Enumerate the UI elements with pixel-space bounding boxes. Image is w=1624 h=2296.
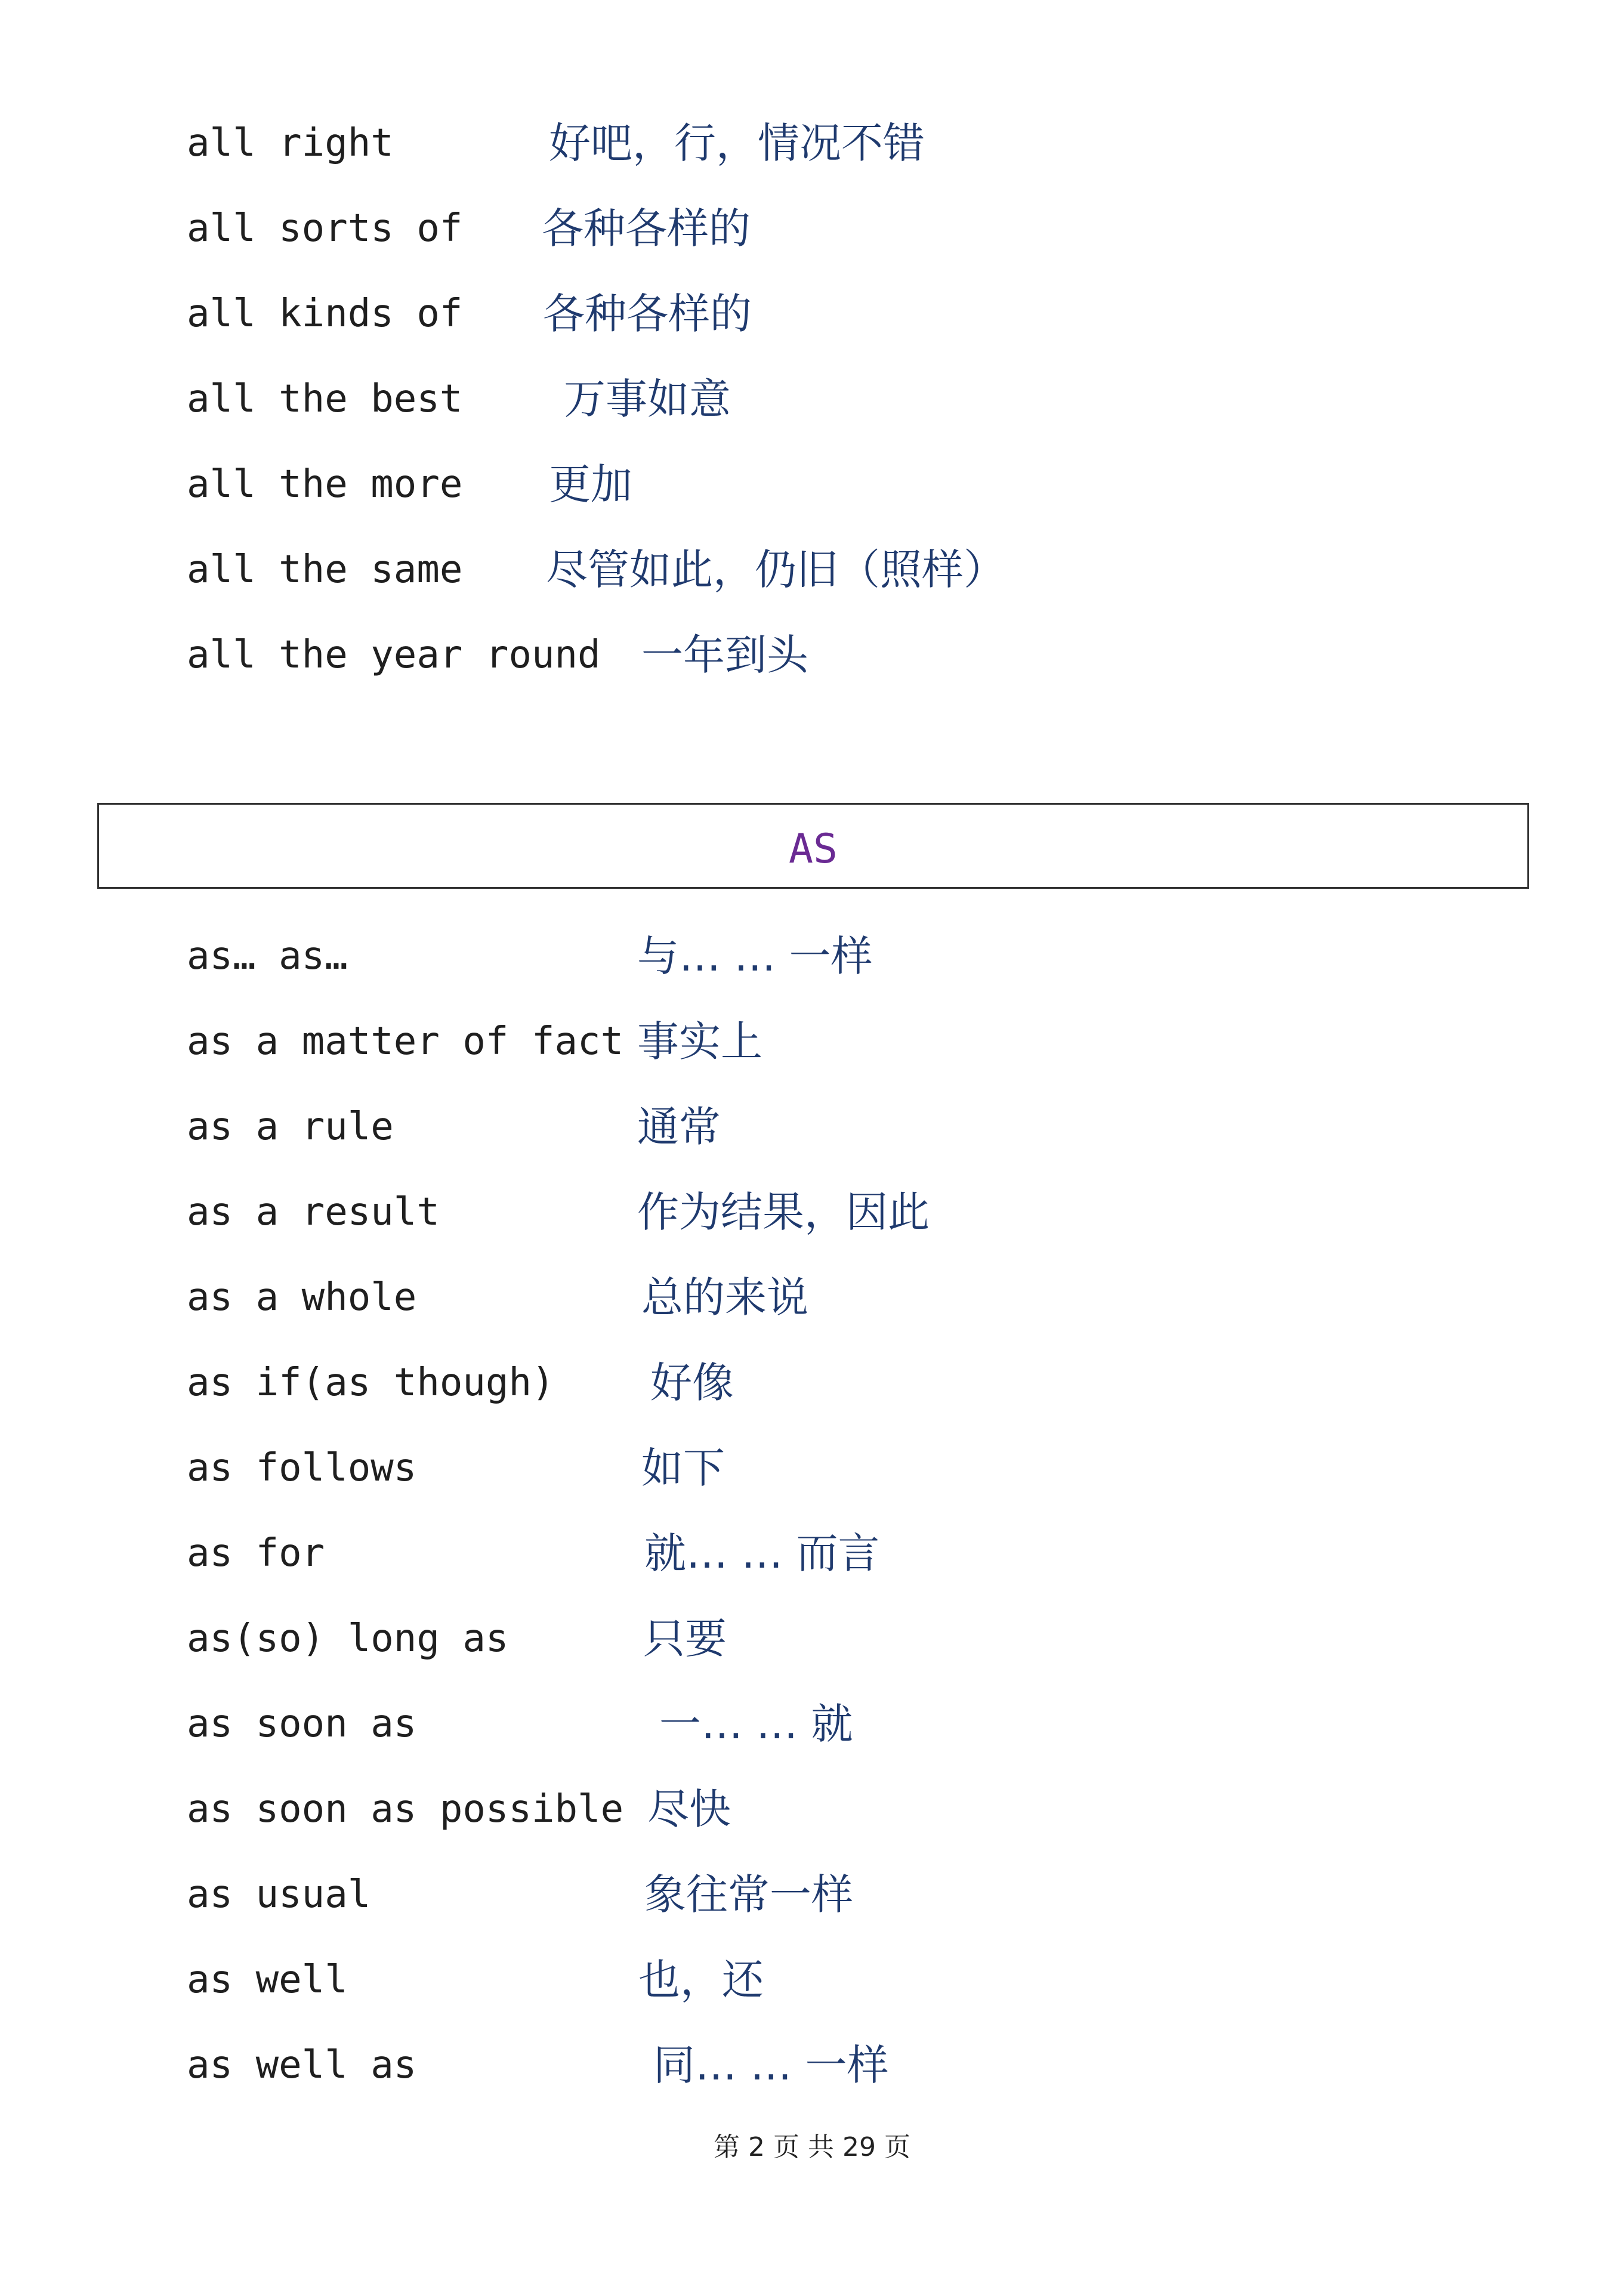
phrase-english: as for <box>187 1531 325 1575</box>
phrase-english: all right <box>187 121 394 165</box>
phrase-chinese: 一年到头 <box>641 631 808 679</box>
phrase-chinese: 如下 <box>641 1444 725 1492</box>
phrase-english: all the best <box>187 377 463 421</box>
phrase-chinese: 事实上 <box>637 1017 762 1066</box>
phrase-row <box>0 2032 1624 2098</box>
phrase-row <box>0 1862 1624 1927</box>
phrase-row <box>0 1179 1624 1245</box>
phrase-english: as if(as though) <box>187 1361 555 1405</box>
phrase-chinese: 好吧，行，情况不错 <box>549 119 925 168</box>
phrase-english: as soon as possible <box>187 1787 624 1831</box>
phrase-chinese: 也，还 <box>638 1955 764 2004</box>
phrase-english: as follows <box>187 1446 417 1490</box>
phrase-row <box>0 452 1624 517</box>
phrase-english: all the same <box>187 548 463 592</box>
phrase-row <box>0 196 1624 261</box>
page-number: 第 2 页 共 29 页 <box>714 2132 910 2162</box>
phrase-row <box>0 281 1624 347</box>
phrase-english: as a rule <box>187 1105 394 1149</box>
phrase-chinese: 各种各样的 <box>543 289 752 338</box>
phrase-english: as a result <box>187 1190 440 1234</box>
phrase-row <box>0 366 1624 432</box>
phrase-chinese: 与… … 一样 <box>637 932 873 981</box>
phrase-chinese: 总的来说 <box>641 1273 808 1322</box>
phrase-english: all kinds of <box>187 292 463 336</box>
phrase-row <box>0 1606 1624 1671</box>
phrase-chinese: 好像 <box>650 1358 734 1407</box>
phrase-chinese: 同… … 一样 <box>653 2041 889 2090</box>
phrase-row <box>0 110 1624 176</box>
phrase-english: as(so) long as <box>187 1617 509 1661</box>
phrase-row <box>0 1947 1624 2013</box>
phrase-english: as soon as <box>187 1702 417 1746</box>
phrase-row <box>0 1691 1624 1757</box>
phrase-chinese: 一… … 就 <box>659 1699 853 1748</box>
phrase-english: all the year round <box>187 633 601 677</box>
phrase-chinese: 万事如意 <box>564 375 731 424</box>
phrase-row <box>0 1094 1624 1160</box>
section-header-box <box>97 803 1529 889</box>
phrase-row <box>0 1265 1624 1330</box>
phrase-row <box>0 1009 1624 1074</box>
phrase-english: as a whole <box>187 1275 417 1319</box>
phrase-chinese: 只要 <box>643 1614 727 1663</box>
phrase-row <box>0 1350 1624 1416</box>
phrase-english: as usual <box>187 1872 371 1917</box>
phrase-chinese: 通常 <box>637 1102 721 1151</box>
phrase-row <box>0 1776 1624 1842</box>
phrase-chinese: 各种各样的 <box>542 204 751 253</box>
phrase-row <box>0 923 1624 989</box>
phrase-chinese: 就… … 而言 <box>644 1529 880 1578</box>
phrase-row <box>0 1435 1624 1501</box>
phrase-english: all sorts of <box>187 206 463 251</box>
phrase-chinese: 作为结果，因此 <box>637 1188 930 1237</box>
section-title: AS <box>789 826 838 873</box>
phrase-chinese: 尽管如此，仍旧（照样） <box>546 545 1005 594</box>
phrase-chinese: 象往常一样 <box>644 1870 853 1919</box>
phrase-chinese: 更加 <box>549 460 632 509</box>
phrase-row <box>0 1521 1624 1586</box>
phrase-row <box>0 622 1624 688</box>
phrase-chinese: 尽快 <box>647 1785 731 1834</box>
phrase-english: as… as… <box>187 934 348 978</box>
phrase-english: as a matter of fact <box>187 1019 624 1064</box>
phrase-english: as well <box>187 1958 348 2002</box>
phrase-row <box>0 537 1624 602</box>
phrase-english: all the more <box>187 462 463 506</box>
phrase-english: as well as <box>187 2043 417 2087</box>
